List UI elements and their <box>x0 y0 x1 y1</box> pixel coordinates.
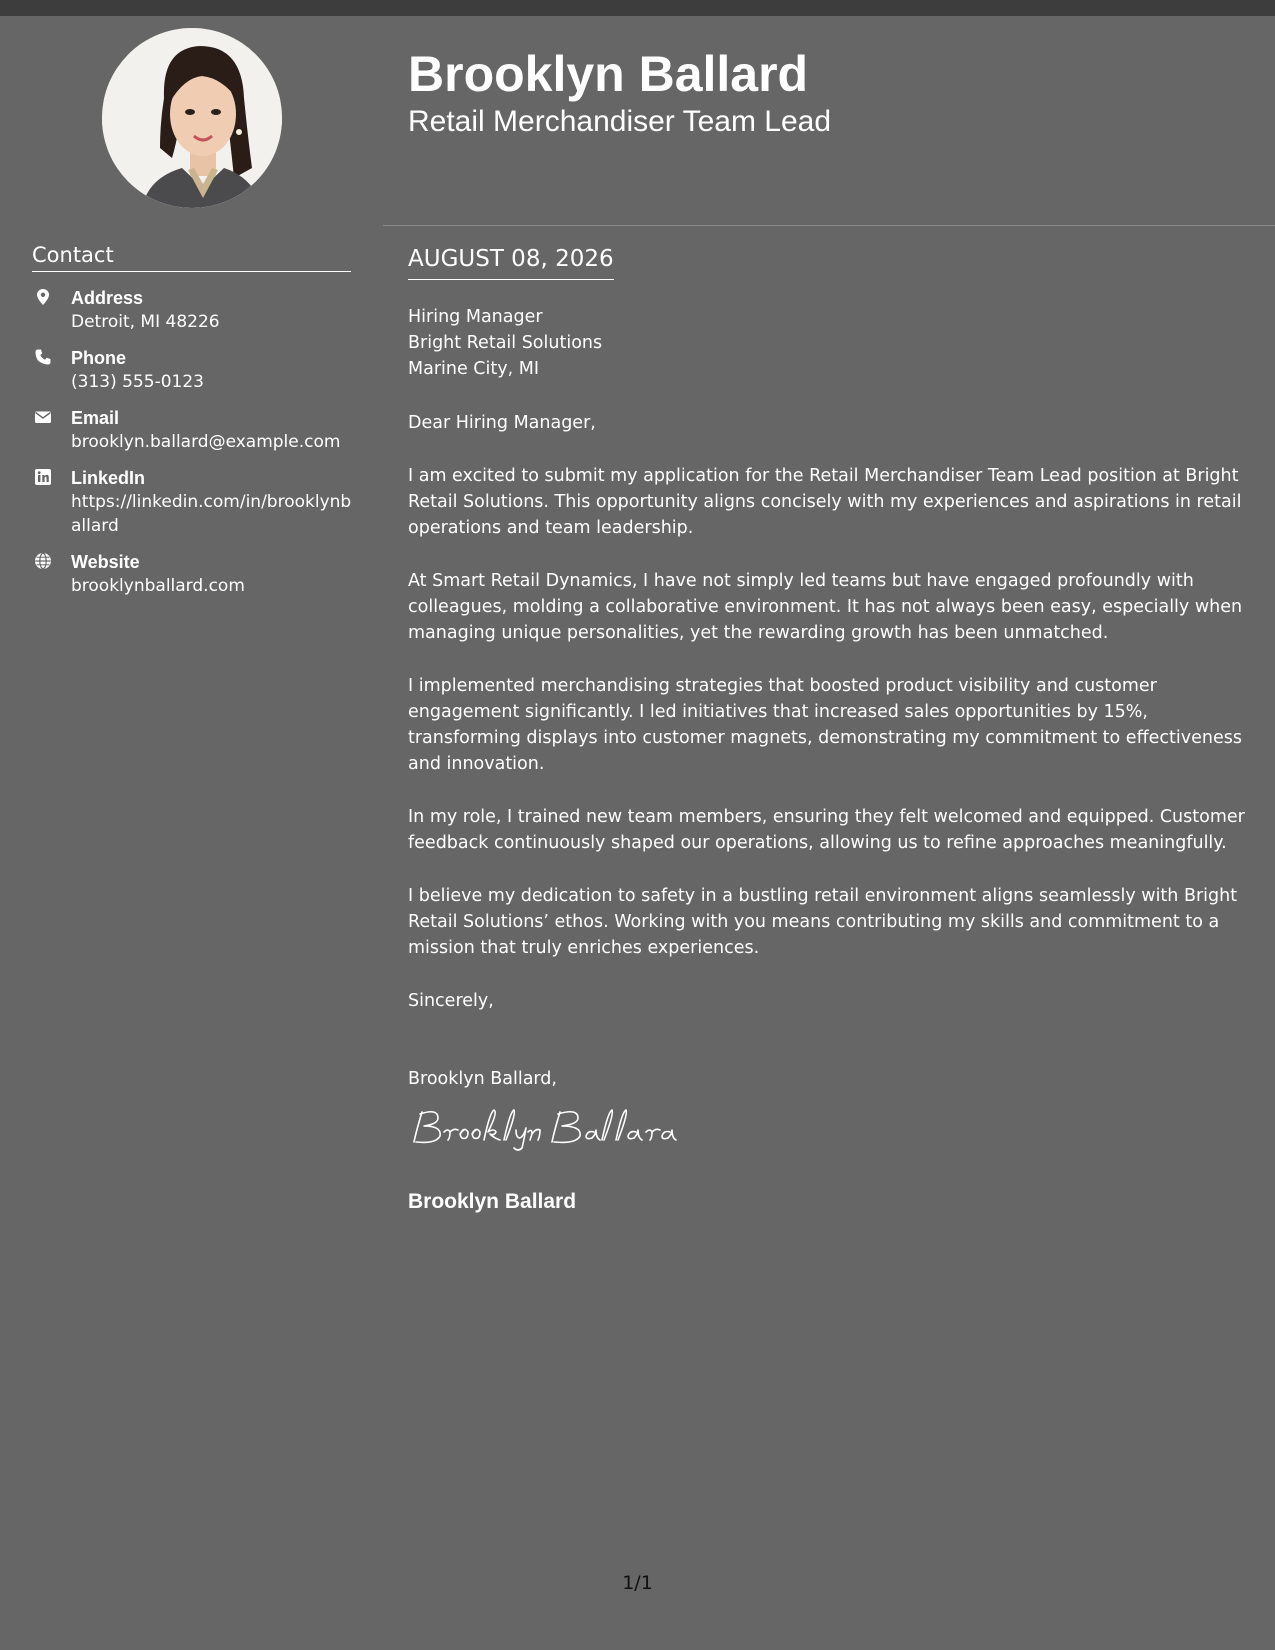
website-link[interactable]: brooklynballard.com <box>71 576 245 596</box>
linkedin-icon <box>34 468 52 486</box>
recipient-line: Hiring Manager <box>408 307 543 327</box>
applicant-name: Brooklyn Ballard <box>408 46 809 102</box>
letter-date: AUGUST 08, 2026 <box>408 244 614 280</box>
contact-list <box>32 286 352 610</box>
closing-name: Brooklyn Ballard, <box>408 1069 557 1089</box>
contact-label: Phone <box>71 348 127 368</box>
contact-heading: Contact <box>32 242 351 272</box>
salutation: Dear Hiring Manager, <box>408 413 596 433</box>
letter-paragraph: I implemented merchandising strategies that boosted product visibility and customer engagement significantly. I led initiatives that increased sales opportunities by 15%, transforming displays into customer magnets, demonstrating my commitment to effectiveness and innovation. <box>408 676 1242 774</box>
letter-body <box>408 304 1253 1119</box>
letter-paragraph: I believe my dedication to safety in a bustling retail environment aligns seamlessly with Bright Retail Solutions’ ethos. Working with you means contributing my skills and commitment to a mission that truly enriches experiences. <box>408 886 1238 958</box>
letter-paragraph: At Smart Retail Dynamics, I have not simply led teams but have engaged profoundly with colleagues, molding a collaborative environment. It has not always been easy, especially when managing unique personalities, yet the rewarding growth has been unmatched. <box>408 571 1243 643</box>
contact-label: LinkedIn <box>71 468 146 488</box>
page-number: 1/1 <box>622 1572 653 1594</box>
email-link[interactable]: brooklyn.ballard@example.com <box>71 432 341 452</box>
cover-letter-page <box>0 16 1275 1650</box>
handwritten-signature <box>408 1102 708 1152</box>
header-divider <box>383 225 1275 226</box>
location-pin-icon <box>34 288 52 306</box>
recipient-line: Marine City, MI <box>408 359 539 379</box>
recipient-line: Bright Retail Solutions <box>408 333 603 353</box>
contact-label: Address <box>71 288 144 308</box>
applicant-title: Retail Merchandiser Team Lead <box>408 105 832 138</box>
signed-name: Brooklyn Ballard <box>408 1190 577 1213</box>
contact-item-phone <box>32 346 352 394</box>
recipient-block <box>408 304 1253 382</box>
contact-item-email <box>32 406 352 454</box>
contact-label: Email <box>71 408 120 428</box>
contact-value: Detroit, MI 48226 <box>71 312 220 332</box>
globe-icon <box>34 552 52 570</box>
letter-paragraph: In my role, I trained new team members, ensuring they felt welcomed and equipped. Customer feedback continuously shaped our operations, allowing us to refine approaches meaningfully. <box>408 807 1245 853</box>
profile-photo <box>102 28 282 208</box>
top-bar <box>0 0 1275 16</box>
phone-icon <box>34 348 52 366</box>
envelope-icon <box>34 408 52 426</box>
contact-item-linkedin <box>32 466 352 538</box>
contact-item-website <box>32 550 352 598</box>
letter-paragraph: I am excited to submit my application for the Retail Merchandiser Team Lead position at Bright Retail Solutions. This opportunity aligns concisely with my experiences and aspirations in retail operations and team leadership. <box>408 466 1242 538</box>
linkedin-link[interactable]: https://linkedin.com/in/brooklynballard <box>71 492 352 536</box>
closing: Sincerely, <box>408 991 494 1011</box>
contact-value: (313) 555-0123 <box>71 372 204 392</box>
contact-item-address <box>32 286 352 334</box>
contact-label: Website <box>71 552 140 572</box>
